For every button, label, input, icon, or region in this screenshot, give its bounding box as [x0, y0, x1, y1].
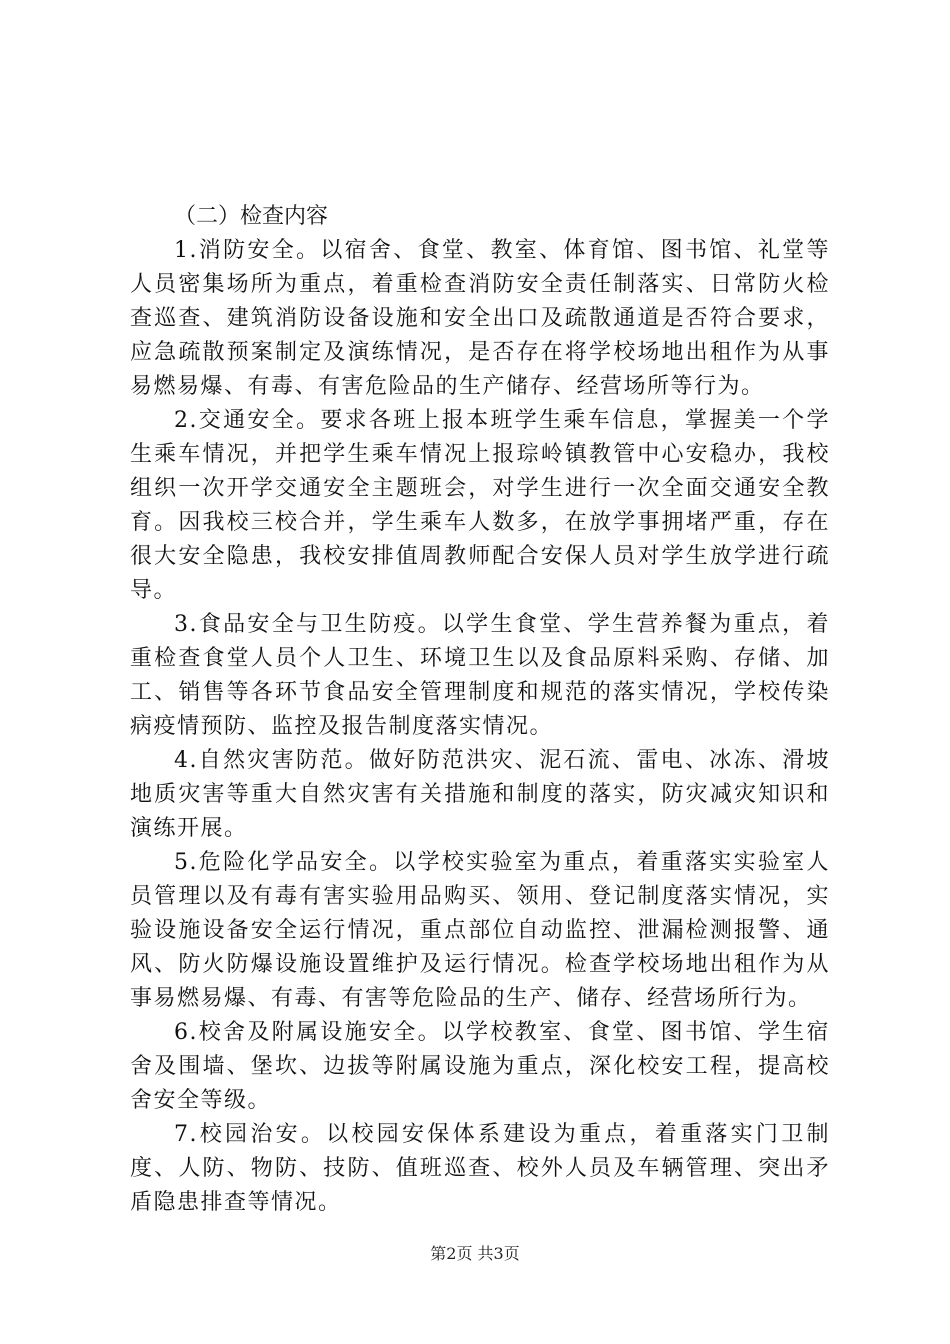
paragraph-food-safety: 3.食品安全与卫生防疫。以学生食堂、学生营养餐为重点，着重检查食堂人员个人卫生、环境卫生以及食品原料采购、存储、加工、销售等各环节食品安全管理制度和规范的落实情况，学校传染病疫情预防、监控及报告制度落实情况。 [130, 612, 830, 739]
paragraph-campus-security: 7.校园治安。以校园安保体系建设为重点，着重落实门卫制度、人防、物防、技防、值班巡查、校外人员及车辆管理、突出矛盾隐患排查等情况。 [130, 1122, 830, 1215]
section-heading: （二）检查内容 [174, 204, 329, 229]
paragraph-hazardous-chemicals: 5.危险化学品安全。以学校实验室为重点，着重落实实验室人员管理以及有毒有害实验用品购买、领用、登记制度落实情况，实验设施设备安全运行情况，重点部位自动监控、泄漏检测报警、通风、防火防爆设施设置维护及运行情况。检查学校场地出租作为从事易燃易爆、有毒、有害等危险品的生产、储存、经营场所行为。 [130, 850, 830, 1011]
paragraph-fire-safety: 1.消防安全。以宿舍、食堂、教室、体育馆、图书馆、礼堂等人员密集场所为重点，着重检查消防安全责任制落实、日常防火检查巡查、建筑消防设备设施和安全出口及疏散通道是否符合要求，应急疏散预案制定及演练情况，是否存在将学校场地出租作为从事易燃易爆、有毒、有害危险品的生产储存、经营场所等行为。 [130, 238, 830, 399]
paragraph-school-buildings: 6.校舍及附属设施安全。以学校教室、食堂、图书馆、学生宿舍及围墙、堡坎、边拔等附属设施为重点，深化校安工程，提高校舍安全等级。 [130, 1020, 830, 1113]
paragraph-traffic-safety: 2.交通安全。要求各班上报本班学生乘车信息，掌握美一个学生乘车情况，并把学生乘车情况上报琮岭镇教管中心安稳办，我校组织一次开学交通安全主题班会，对学生进行一次全面交通安全教育。因我校三校合并，学生乘车人数多，在放学事拥堵严重，存在很大安全隐患，我校安排值周教师配合安保人员对学生放学进行疏导。 [130, 408, 830, 603]
page-number-footer: 第2页 共3页 [430, 1244, 520, 1263]
document-body [130, 200, 830, 1220]
paragraph-natural-disaster: 4.自然灾害防范。做好防范洪灾、泥石流、雷电、冰冻、滑坡地质灾害等重大自然灾害有关措施和制度的落实，防灾减灾知识和演练开展。 [130, 748, 830, 841]
